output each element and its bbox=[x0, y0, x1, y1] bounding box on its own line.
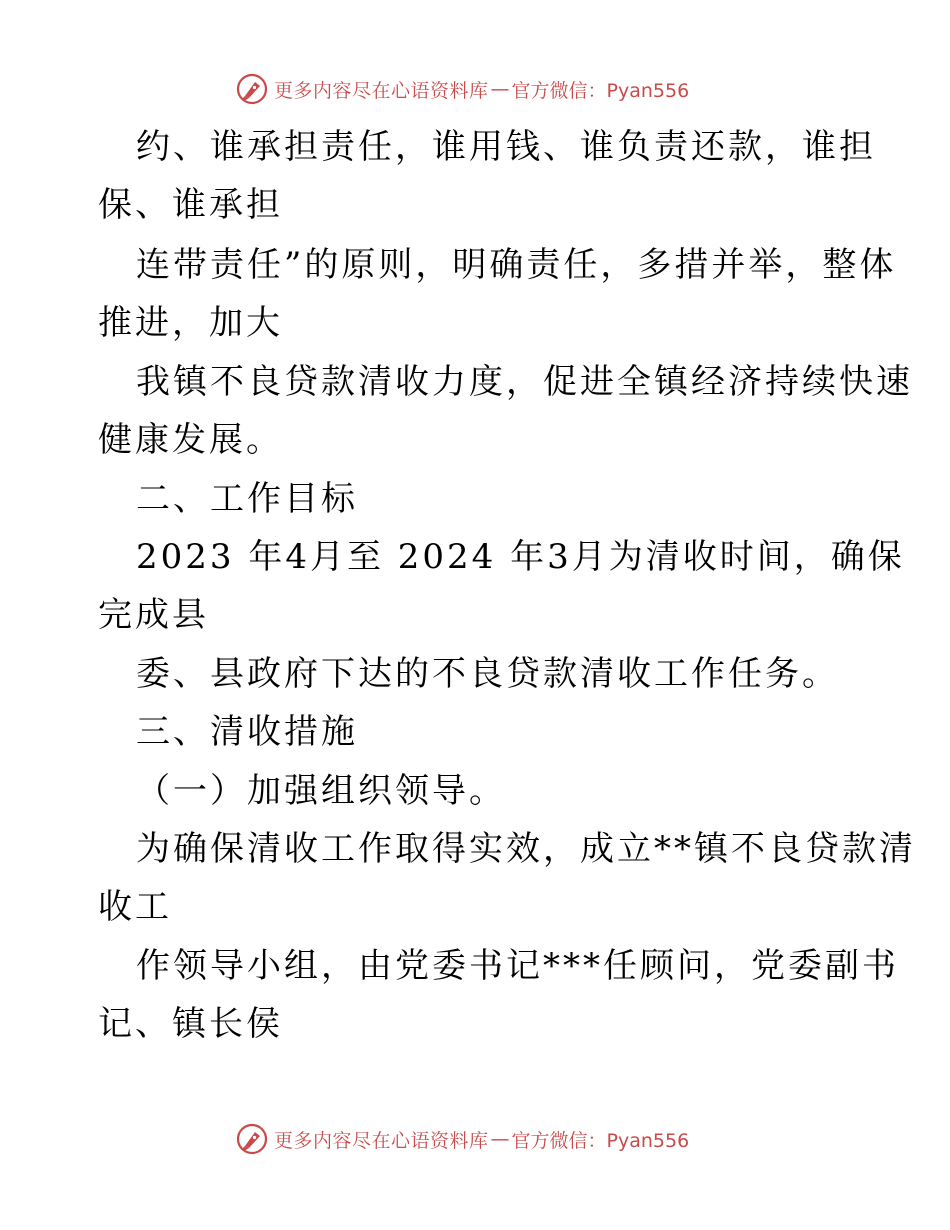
paragraph-line: 作领导小组，由党委书记***任顾问，党委副书 bbox=[136, 946, 899, 986]
paragraph-line: 收工 bbox=[98, 887, 172, 927]
banner-contact: 官方微信：Pyan556 bbox=[511, 1129, 690, 1152]
pen-nib-logo-icon bbox=[236, 1123, 268, 1155]
paragraph-line: 健康发展。 bbox=[98, 420, 283, 460]
footer-banner bbox=[236, 1122, 689, 1156]
paragraph-line: 推进，加大 bbox=[98, 303, 283, 343]
paragraph-line: 记、镇长侯 bbox=[98, 1004, 283, 1044]
paragraph-line: 我镇不良贷款清收力度，促进全镇经济持续快速 bbox=[136, 362, 913, 402]
header-banner bbox=[236, 72, 689, 106]
subsection-heading: （一）加强组织领导。 bbox=[136, 771, 506, 811]
paragraph-line: 完成县 bbox=[98, 595, 209, 635]
banner-contact: 官方微信：Pyan556 bbox=[511, 79, 690, 102]
paragraph-line: 保、谁承担 bbox=[98, 185, 283, 225]
paragraph-line: 连带责任”的原则，明确责任，多措并举，整体 bbox=[136, 245, 897, 285]
paragraph-line: 2023 年4月至 2024 年3月为清收时间，确保 bbox=[136, 537, 905, 577]
section-heading: 二、工作目标 bbox=[136, 479, 358, 519]
paragraph-line: 委、县政府下达的不良贷款清收工作任务。 bbox=[136, 654, 839, 694]
pen-nib-logo-icon bbox=[236, 73, 268, 105]
banner-text: 更多内容尽在心语资料库 bbox=[274, 1129, 489, 1152]
banner-text: 更多内容尽在心语资料库 bbox=[274, 79, 489, 102]
banner-separator: — bbox=[490, 1128, 510, 1150]
section-heading: 三、清收措施 bbox=[136, 712, 358, 752]
paragraph-line: 约、谁承担责任，谁用钱、谁负责还款，谁担 bbox=[136, 127, 876, 167]
paragraph-line: 为确保清收工作取得实效，成立**镇不良贷款清 bbox=[136, 829, 916, 869]
banner-separator: — bbox=[490, 78, 510, 100]
